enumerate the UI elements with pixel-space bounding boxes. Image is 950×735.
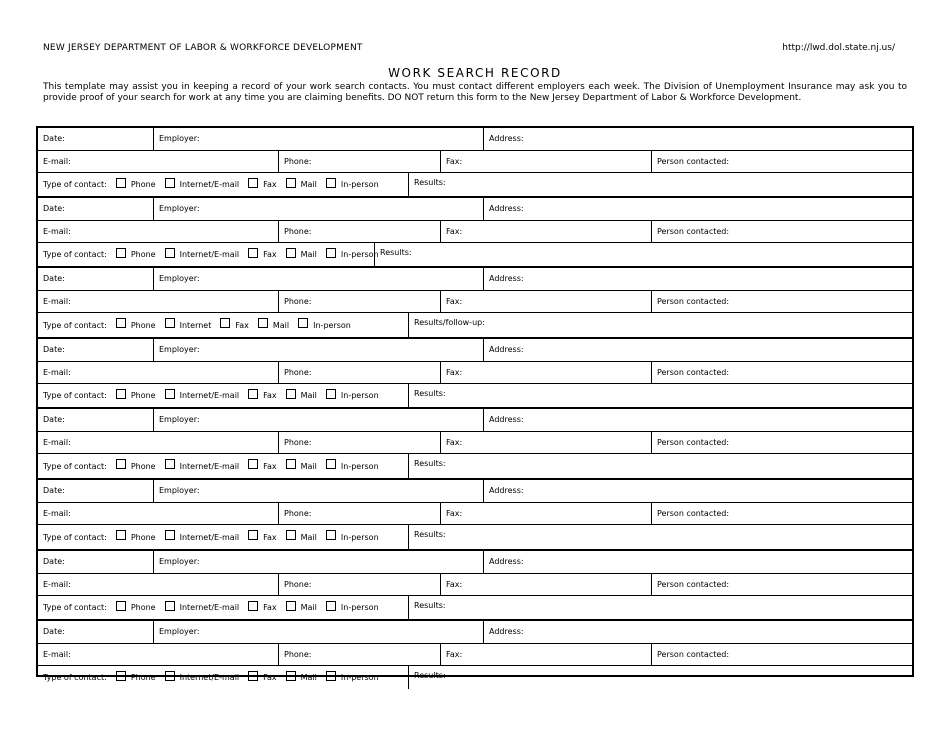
checkbox[interactable] xyxy=(220,318,230,328)
checkbox[interactable] xyxy=(286,530,296,540)
email-field[interactable]: E-mail: xyxy=(43,368,71,377)
contact-option[interactable] xyxy=(317,180,379,190)
contact-option[interactable] xyxy=(156,180,240,190)
fax-field[interactable]: Fax: xyxy=(440,221,651,242)
contact-option-label: Phone xyxy=(130,673,156,682)
contact-option[interactable] xyxy=(107,603,156,613)
contact-option-label: Fax xyxy=(263,673,277,682)
contact-option-label: In-person xyxy=(340,461,379,471)
checkbox[interactable] xyxy=(248,459,258,469)
checkbox[interactable] xyxy=(326,178,336,188)
record-block xyxy=(38,619,912,689)
contact-option[interactable] xyxy=(239,461,277,471)
checkbox[interactable] xyxy=(248,389,258,399)
page-title: WORK SEARCH RECORD xyxy=(388,66,562,80)
contact-option[interactable] xyxy=(156,391,240,401)
contact-option[interactable] xyxy=(156,250,240,260)
checkbox[interactable] xyxy=(326,530,336,540)
person-contacted-field[interactable]: Person contacted: xyxy=(651,151,912,172)
contact-option[interactable] xyxy=(289,320,351,330)
date-field[interactable]: Date: xyxy=(43,274,65,283)
record-row-contact-info xyxy=(38,573,912,595)
record-row-type xyxy=(38,524,912,549)
email-field[interactable]: E-mail: xyxy=(43,650,71,659)
checkbox[interactable] xyxy=(116,248,126,258)
contact-option[interactable] xyxy=(156,673,240,683)
date-field[interactable]: Date: xyxy=(43,345,65,354)
date-field[interactable]: Date: xyxy=(43,627,65,636)
work-search-form xyxy=(36,126,914,682)
contact-option-label: Phone xyxy=(130,180,156,189)
checkbox[interactable] xyxy=(326,389,336,399)
type-of-contact xyxy=(38,454,408,478)
person-contacted-field[interactable]: Person contacted: xyxy=(651,362,912,383)
type-of-contact xyxy=(38,243,379,266)
contact-option-label: Mail xyxy=(300,603,317,612)
type-of-contact xyxy=(38,173,408,196)
type-of-contact-label: Type of contact: xyxy=(43,673,107,682)
contact-option-label: Internet/E-mail xyxy=(179,673,240,682)
record-row-type xyxy=(38,453,912,478)
type-of-contact xyxy=(38,384,408,407)
contact-option-label: In-person xyxy=(340,391,379,400)
fax-field[interactable]: Fax: xyxy=(440,151,651,172)
date-field[interactable]: Date: xyxy=(43,204,65,213)
results-field[interactable]: Results: xyxy=(408,666,912,689)
contact-option-label: Fax xyxy=(263,391,277,400)
contact-option[interactable] xyxy=(277,532,317,542)
record-row-contact-info xyxy=(38,361,912,383)
contact-option[interactable] xyxy=(107,180,156,190)
checkbox[interactable] xyxy=(248,178,258,188)
contact-option[interactable] xyxy=(277,461,317,471)
contact-option[interactable] xyxy=(107,461,156,471)
intro-text: This template may assist you in keeping a record of your work search contacts. You must contact different employers each week. The Division of Unemployment Insurance may ask you to provide proof of your search for work at any time you are claiming benefits. DO NOT return this form to the New Jersey Department of Labor & Workforce Development. xyxy=(43,82,907,103)
phone-field[interactable]: Phone: xyxy=(278,503,440,524)
phone-field[interactable]: Phone: xyxy=(278,432,440,453)
checkbox[interactable] xyxy=(116,389,126,399)
record-row-type xyxy=(38,172,912,196)
record-row-identity xyxy=(38,268,912,290)
person-contacted-field[interactable]: Person contacted: xyxy=(651,221,912,242)
contact-option[interactable] xyxy=(277,180,317,190)
contact-option-label: Internet/E-mail xyxy=(179,250,240,259)
phone-field[interactable]: Phone: xyxy=(278,644,440,665)
record-block xyxy=(38,266,912,337)
record-row-identity xyxy=(38,339,912,361)
contact-option-label: Mail xyxy=(300,250,317,259)
employer-field[interactable]: Employer: xyxy=(153,339,483,361)
checkbox[interactable] xyxy=(165,601,175,611)
contact-option-label: Fax xyxy=(263,250,277,259)
contact-option[interactable] xyxy=(156,461,240,471)
record-row-identity xyxy=(38,409,912,431)
fax-field[interactable]: Fax: xyxy=(440,432,651,453)
contact-option-label: Mail xyxy=(272,320,290,330)
contact-option[interactable] xyxy=(317,673,379,683)
record-row-contact-info xyxy=(38,431,912,453)
contact-option[interactable] xyxy=(239,391,277,401)
email-field[interactable]: E-mail: xyxy=(43,438,71,447)
employer-field[interactable]: Employer: xyxy=(153,128,483,150)
checkbox[interactable] xyxy=(116,318,126,328)
record-row-identity xyxy=(38,621,912,643)
record-row-identity xyxy=(38,480,912,502)
record-block xyxy=(38,407,912,478)
results-field[interactable]: Results: xyxy=(408,596,912,619)
date-field[interactable]: Date: xyxy=(43,415,65,424)
contact-option-label: In-person xyxy=(340,532,379,542)
contact-option-label: Phone xyxy=(130,391,156,400)
email-field[interactable]: E-mail: xyxy=(43,580,71,589)
phone-field[interactable]: Phone: xyxy=(278,362,440,383)
person-contacted-field[interactable]: Person contacted: xyxy=(651,432,912,453)
checkbox[interactable] xyxy=(286,601,296,611)
agency-url: http://lwd.dol.state.nj.us/ xyxy=(782,43,895,53)
contact-option[interactable] xyxy=(277,603,317,613)
address-field[interactable]: Address: xyxy=(483,409,912,431)
checkbox[interactable] xyxy=(116,530,126,540)
contact-option-label: Mail xyxy=(300,180,317,189)
checkbox[interactable] xyxy=(248,671,258,681)
contact-option[interactable] xyxy=(317,250,379,260)
checkbox[interactable] xyxy=(116,671,126,681)
checkbox[interactable] xyxy=(286,389,296,399)
contact-option-label: Internet/E-mail xyxy=(179,180,240,189)
results-field[interactable]: Results: xyxy=(374,243,912,266)
employer-field[interactable]: Employer: xyxy=(153,551,483,573)
contact-option-label: Internet/E-mail xyxy=(179,532,240,542)
checkbox[interactable] xyxy=(286,248,296,258)
checkbox[interactable] xyxy=(326,459,336,469)
checkbox[interactable] xyxy=(326,671,336,681)
contact-option-label: Internet/E-mail xyxy=(179,603,240,612)
email-field[interactable]: E-mail: xyxy=(43,509,71,518)
checkbox[interactable] xyxy=(165,318,175,328)
type-of-contact xyxy=(38,596,408,619)
contact-option[interactable] xyxy=(107,320,156,330)
address-field[interactable]: Address: xyxy=(483,621,912,643)
contact-option-label: Phone xyxy=(130,461,156,471)
type-of-contact-label: Type of contact: xyxy=(43,250,107,259)
checkbox[interactable] xyxy=(165,530,175,540)
date-field[interactable]: Date: xyxy=(43,486,65,495)
phone-field[interactable]: Phone: xyxy=(278,574,440,595)
contact-option-label: Mail xyxy=(300,461,317,471)
contact-option[interactable] xyxy=(277,673,317,683)
record-row-type xyxy=(38,595,912,619)
address-field[interactable]: Address: xyxy=(483,128,912,150)
person-contacted-field[interactable]: Person contacted: xyxy=(651,644,912,665)
date-field[interactable]: Date: xyxy=(43,134,65,143)
checkbox[interactable] xyxy=(165,459,175,469)
contact-option-label: Mail xyxy=(300,673,317,682)
checkbox[interactable] xyxy=(165,389,175,399)
record-row-contact-info xyxy=(38,150,912,172)
contact-option[interactable] xyxy=(156,320,212,330)
record-block xyxy=(38,128,912,196)
contact-option[interactable] xyxy=(277,391,317,401)
record-row-identity xyxy=(38,198,912,220)
checkbox[interactable] xyxy=(326,248,336,258)
type-of-contact xyxy=(38,313,408,337)
phone-field[interactable]: Phone: xyxy=(278,221,440,242)
contact-option-label: Mail xyxy=(300,532,317,542)
checkbox[interactable] xyxy=(116,178,126,188)
contact-option[interactable] xyxy=(317,532,379,542)
record-row-identity xyxy=(38,128,912,150)
checkbox[interactable] xyxy=(248,530,258,540)
contact-option[interactable] xyxy=(317,603,379,613)
record-row-contact-info xyxy=(38,290,912,312)
contact-option[interactable] xyxy=(107,532,156,542)
phone-field[interactable]: Phone: xyxy=(278,291,440,312)
record-block xyxy=(38,549,912,619)
type-of-contact-label: Type of contact: xyxy=(43,461,107,471)
contact-option-label: In-person xyxy=(340,603,379,612)
record-block xyxy=(38,196,912,266)
contact-option[interactable] xyxy=(249,320,289,330)
contact-option-label: Fax xyxy=(263,603,277,612)
contact-option[interactable] xyxy=(107,673,156,683)
contact-option-label: Internet/E-mail xyxy=(179,461,240,471)
person-contacted-field[interactable]: Person contacted: xyxy=(651,503,912,524)
checkbox[interactable] xyxy=(165,671,175,681)
record-row-type xyxy=(38,312,912,337)
fax-field[interactable]: Fax: xyxy=(440,291,651,312)
record-block xyxy=(38,478,912,549)
contact-option-label: Internet xyxy=(179,320,212,330)
checkbox[interactable] xyxy=(258,318,268,328)
contact-option-label: Phone xyxy=(130,603,156,612)
contact-option[interactable] xyxy=(107,250,156,260)
contact-option[interactable] xyxy=(239,532,277,542)
record-block xyxy=(38,337,912,407)
contact-option-label: In-person xyxy=(340,180,379,189)
employer-field[interactable]: Employer: xyxy=(153,198,483,220)
date-field[interactable]: Date: xyxy=(43,557,65,566)
checkbox[interactable] xyxy=(286,178,296,188)
contact-option-label: Phone xyxy=(130,250,156,259)
fax-field[interactable]: Fax: xyxy=(440,362,651,383)
record-row-type xyxy=(38,242,912,266)
contact-option-label: Internet/E-mail xyxy=(179,391,240,400)
contact-option-label: Phone xyxy=(130,320,156,330)
type-of-contact-label: Type of contact: xyxy=(43,320,107,330)
contact-option-label: Fax xyxy=(263,461,277,471)
results-field[interactable]: Results: xyxy=(408,384,912,407)
checkbox[interactable] xyxy=(326,601,336,611)
contact-option-label: Fax xyxy=(235,320,249,330)
agency-name: NEW JERSEY DEPARTMENT OF LABOR & WORKFORCE DEVELOPMENT xyxy=(43,43,363,53)
contact-option-label: Fax xyxy=(263,532,277,542)
contact-option-label: Fax xyxy=(263,180,277,189)
type-of-contact-label: Type of contact: xyxy=(43,180,107,189)
contact-option-label: Mail xyxy=(300,391,317,400)
record-row-contact-info xyxy=(38,220,912,242)
checkbox[interactable] xyxy=(165,178,175,188)
contact-option[interactable] xyxy=(156,603,240,613)
contact-option[interactable] xyxy=(107,391,156,401)
checkbox[interactable] xyxy=(286,671,296,681)
contact-option[interactable] xyxy=(277,250,317,260)
email-field[interactable]: E-mail: xyxy=(43,157,71,166)
results-field[interactable]: Results: xyxy=(408,173,912,196)
contact-option[interactable] xyxy=(239,603,277,613)
checkbox[interactable] xyxy=(116,601,126,611)
results-field[interactable]: Results/follow-up: xyxy=(408,313,912,337)
record-row-type xyxy=(38,665,912,689)
checkbox[interactable] xyxy=(298,318,308,328)
contact-option-label: In-person xyxy=(313,320,351,330)
contact-option[interactable] xyxy=(239,250,277,260)
person-contacted-field[interactable]: Person contacted: xyxy=(651,574,912,595)
checkbox[interactable] xyxy=(165,248,175,258)
record-row-contact-info xyxy=(38,502,912,524)
results-field[interactable]: Results: xyxy=(408,454,912,478)
employer-field[interactable]: Employer: xyxy=(153,268,483,290)
contact-option-label: In-person xyxy=(340,250,379,259)
fax-field[interactable]: Fax: xyxy=(440,503,651,524)
record-row-type xyxy=(38,383,912,407)
contact-option[interactable] xyxy=(317,461,379,471)
checkbox[interactable] xyxy=(248,248,258,258)
contact-option[interactable] xyxy=(239,673,277,683)
type-of-contact-label: Type of contact: xyxy=(43,391,107,400)
record-row-contact-info xyxy=(38,643,912,665)
employer-field[interactable]: Employer: xyxy=(153,409,483,431)
email-field[interactable]: E-mail: xyxy=(43,297,71,306)
type-of-contact xyxy=(38,666,408,689)
address-field[interactable]: Address: xyxy=(483,339,912,361)
type-of-contact-label: Type of contact: xyxy=(43,532,107,542)
checkbox[interactable] xyxy=(248,601,258,611)
fax-field[interactable]: Fax: xyxy=(440,644,651,665)
address-field[interactable]: Address: xyxy=(483,480,912,502)
contact-option-label: Phone xyxy=(130,532,156,542)
record-row-identity xyxy=(38,551,912,573)
contact-option[interactable] xyxy=(239,180,277,190)
checkbox[interactable] xyxy=(116,459,126,469)
address-field[interactable]: Address: xyxy=(483,198,912,220)
contact-option[interactable] xyxy=(156,532,240,542)
checkbox[interactable] xyxy=(286,459,296,469)
address-field[interactable]: Address: xyxy=(483,268,912,290)
email-field[interactable]: E-mail: xyxy=(43,227,71,236)
person-contacted-field[interactable]: Person contacted: xyxy=(651,291,912,312)
type-of-contact xyxy=(38,525,408,549)
employer-field[interactable]: Employer: xyxy=(153,621,483,643)
results-field[interactable]: Results: xyxy=(408,525,912,549)
address-field[interactable]: Address: xyxy=(483,551,912,573)
contact-option[interactable] xyxy=(317,391,379,401)
employer-field[interactable]: Employer: xyxy=(153,480,483,502)
contact-option-label: In-person xyxy=(340,673,379,682)
fax-field[interactable]: Fax: xyxy=(440,574,651,595)
phone-field[interactable]: Phone: xyxy=(278,151,440,172)
type-of-contact-label: Type of contact: xyxy=(43,603,107,612)
contact-option[interactable] xyxy=(211,320,249,330)
